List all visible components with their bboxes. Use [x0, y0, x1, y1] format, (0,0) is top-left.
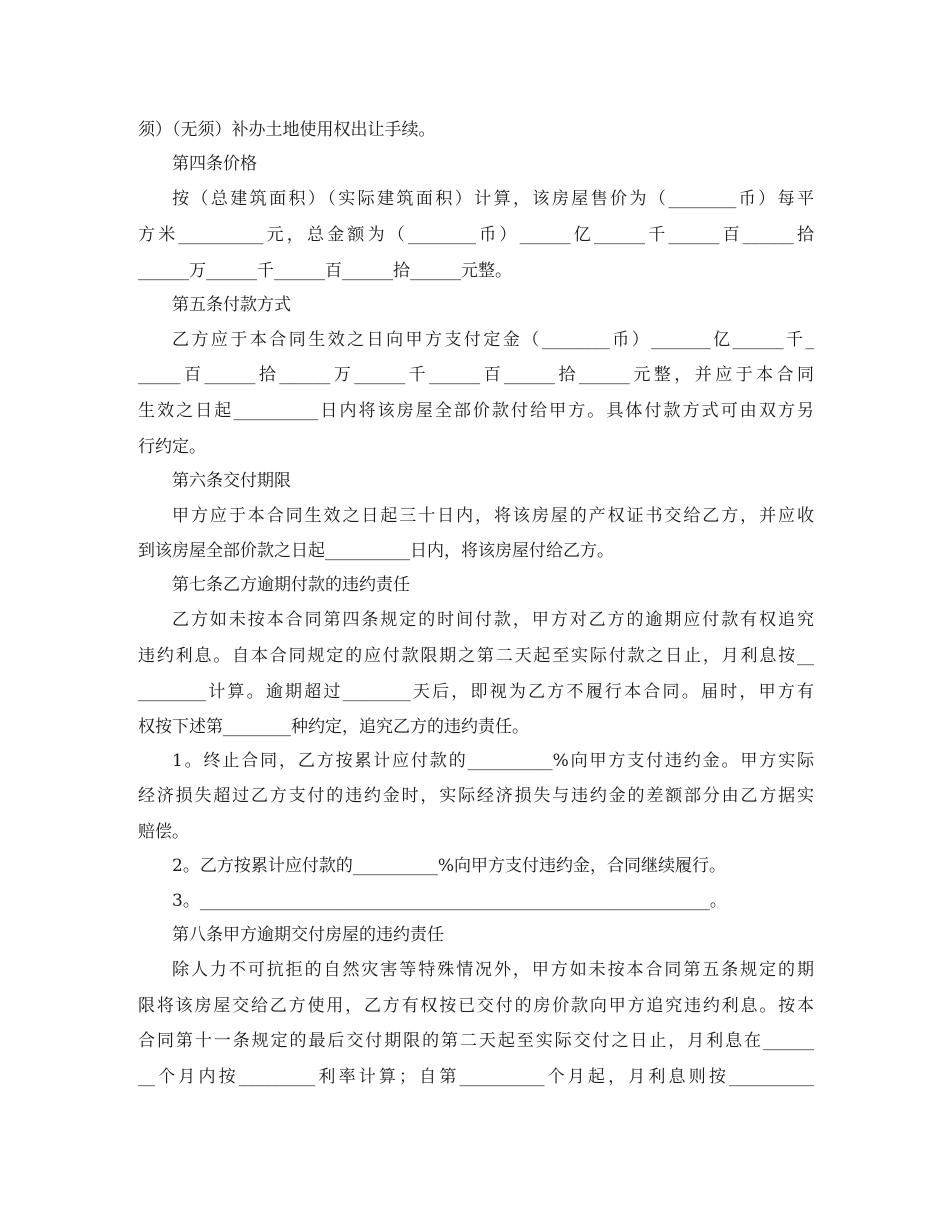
- section-heading: 第六条交付期限: [172, 471, 291, 491]
- text-line: 行约定。: [138, 437, 206, 457]
- text-line: ______万______千______百______拾______元整。: [138, 261, 512, 281]
- text-line: __个月内按_________利率计算；自第__________个月起，月利息则按__________: [138, 1067, 814, 1087]
- text-line: 甲方应于本合同生效之日起三十日内，将该房屋的产权证书交给乙方，并应收: [172, 506, 814, 526]
- section-heading: 第四条价格: [172, 154, 257, 174]
- text-line: 权按下述第________种约定，追究乙方的违约责任。: [138, 717, 529, 737]
- section-heading: 第七条乙方逾期付款的违约责任: [172, 575, 410, 595]
- text-line: 乙方应于本合同生效之日向甲方支付定金（________币）_______亿______千_: [172, 330, 814, 350]
- text-line: 到该房屋全部价款之日起__________日内，将该房屋付给乙方。: [138, 541, 614, 561]
- text-line: 经济损失超过乙方支付的违约金时，实际经济损失与违约金的差额部分由乙方据实: [138, 786, 814, 806]
- text-line: 方米__________元，总金额为（________币）______亿______千______百______拾: [138, 225, 814, 245]
- section-heading: 第八条甲方逾期交付房屋的违约责任: [172, 925, 444, 945]
- section-heading: 第五条付款方式: [172, 295, 291, 315]
- text-line: 须）（无须）补办土地使用权出让手续。: [138, 120, 436, 140]
- text-line: 2。乙方按累计应付款的__________%向甲方支付违约金，合同继续履行。: [172, 856, 726, 876]
- text-line: _____百______拾______万______千______百______拾______元整，并应于本合同: [138, 365, 814, 385]
- text-line: 按（总建筑面积）（实际建筑面积）计算，该房屋售价为（________币）每平: [172, 189, 814, 209]
- text-line: 1。终止合同，乙方按累计应付款的__________%向甲方支付违约金。甲方实际: [172, 751, 814, 771]
- text-line: 合同第十一条规定的最后交付期限的第二天起至实际交付之日止，月利息在______: [138, 1031, 814, 1051]
- text-line: 生效之日起__________日内将该房屋全部价款付给甲方。具体付款方式可由双方另: [138, 401, 814, 421]
- text-line: ________计算。逾期超过________天后，即视为乙方不履行本合同。届时，甲方有: [138, 682, 814, 702]
- text-line: 除人力不可抗拒的自然灾害等特殊情况外，甲方如未按本合同第五条规定的期: [172, 960, 814, 980]
- text-line: 限将该房屋交给乙方使用，乙方有权按已交付的房价款向甲方追究违约利息。按本: [138, 996, 814, 1016]
- text-line: 乙方如未按本合同第四条规定的时间付款，甲方对乙方的逾期应付款有权追究: [172, 610, 814, 630]
- text-line: 赔偿。: [138, 822, 189, 842]
- text-line: 违约利息。自本合同规定的应付款限期之第二天起至实际付款之日止，月利息按__: [138, 646, 814, 666]
- text-line: 3。____________________________________________________________。: [172, 891, 727, 911]
